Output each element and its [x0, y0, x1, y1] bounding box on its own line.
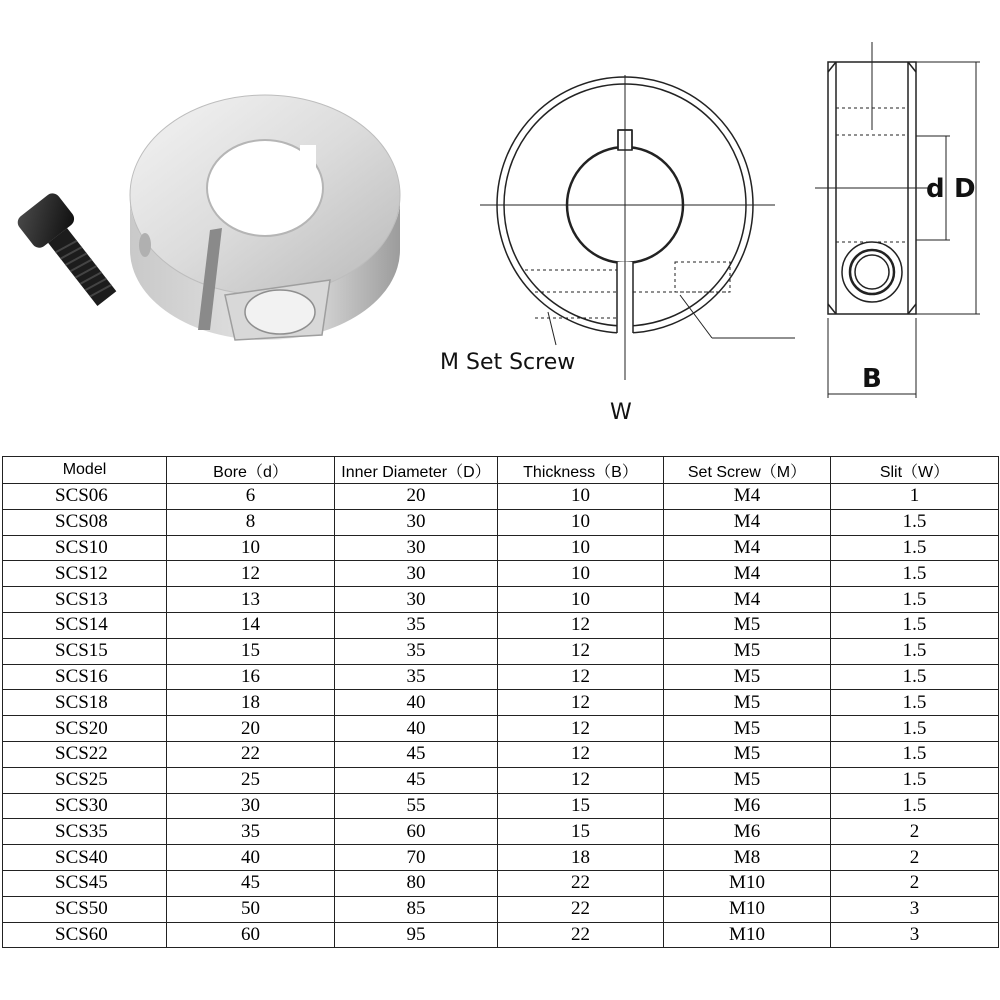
header-set-screw: Set Screw（M） [664, 457, 831, 484]
slit-cell: 3 [831, 896, 999, 922]
set-screw-label: M Set Screw [440, 350, 576, 375]
inner-diameter-cell: 40 [335, 690, 498, 716]
set-screw-cell: M4 [664, 535, 831, 561]
thickness-cell: 10 [498, 561, 664, 587]
model-cell: SCS50 [3, 896, 167, 922]
model-cell: SCS15 [3, 638, 167, 664]
bore-cell: 35 [167, 819, 335, 845]
inner-diameter-cell: 80 [335, 870, 498, 896]
bore-cell: 12 [167, 561, 335, 587]
bore-label: d [926, 174, 945, 204]
set-screw-cell: M5 [664, 638, 831, 664]
table-header-row [3, 457, 999, 484]
bore-cell: 8 [167, 509, 335, 535]
set-screw-cell: M8 [664, 845, 831, 871]
table-row [3, 535, 999, 561]
bore-cell: 16 [167, 664, 335, 690]
shaft-collar-photo [130, 95, 400, 340]
side-view-drawing [815, 42, 980, 398]
bore-cell: 14 [167, 612, 335, 638]
table-row [3, 561, 999, 587]
slit-cell: 1 [831, 484, 999, 510]
inner-diameter-cell: 30 [335, 509, 498, 535]
slit-cell: 1.5 [831, 638, 999, 664]
thickness-cell: 10 [498, 484, 664, 510]
inner-diameter-cell: 20 [335, 484, 498, 510]
model-cell: SCS30 [3, 793, 167, 819]
header-model: Model [3, 457, 167, 484]
set-screw-cell: M5 [664, 612, 831, 638]
thickness-cell: 12 [498, 690, 664, 716]
inner-diameter-cell: 35 [335, 612, 498, 638]
socket-head-screw-photo [15, 190, 127, 314]
table-row [3, 612, 999, 638]
table-row [3, 819, 999, 845]
table-row [3, 664, 999, 690]
bore-cell: 6 [167, 484, 335, 510]
thickness-cell: 22 [498, 896, 664, 922]
spec-table [2, 456, 999, 948]
set-screw-cell: M4 [664, 587, 831, 613]
model-cell: SCS16 [3, 664, 167, 690]
slit-cell: 1.5 [831, 767, 999, 793]
header-bore: Bore（d） [167, 457, 335, 484]
thickness-cell: 12 [498, 741, 664, 767]
thickness-cell: 12 [498, 767, 664, 793]
inner-diameter-cell: 45 [335, 741, 498, 767]
set-screw-cell: M5 [664, 690, 831, 716]
thickness-cell: 12 [498, 638, 664, 664]
table-row [3, 793, 999, 819]
header-slit: Slit（W） [831, 457, 999, 484]
slit-cell: 1.5 [831, 741, 999, 767]
thickness-cell: 15 [498, 819, 664, 845]
diameter-label: D [954, 174, 976, 204]
bore-cell: 10 [167, 535, 335, 561]
slit-cell: 2 [831, 845, 999, 871]
inner-diameter-cell: 30 [335, 535, 498, 561]
thickness-cell: 22 [498, 922, 664, 948]
inner-diameter-cell: 30 [335, 561, 498, 587]
set-screw-cell: M6 [664, 793, 831, 819]
model-cell: SCS12 [3, 561, 167, 587]
model-cell: SCS45 [3, 870, 167, 896]
set-screw-cell: M10 [664, 896, 831, 922]
table-row [3, 484, 999, 510]
bore-cell: 18 [167, 690, 335, 716]
slit-cell: 2 [831, 870, 999, 896]
set-screw-cell: M10 [664, 870, 831, 896]
model-cell: SCS25 [3, 767, 167, 793]
set-screw-cell: M4 [664, 561, 831, 587]
set-screw-cell: M5 [664, 767, 831, 793]
thickness-cell: 12 [498, 716, 664, 742]
table-row [3, 509, 999, 535]
header-inner-diameter: Inner Diameter（D） [335, 457, 498, 484]
bore-cell: 15 [167, 638, 335, 664]
slit-cell: 1.5 [831, 664, 999, 690]
thickness-label: B [862, 364, 882, 394]
thickness-cell: 15 [498, 793, 664, 819]
table-row [3, 587, 999, 613]
inner-diameter-cell: 70 [335, 845, 498, 871]
thickness-cell: 10 [498, 509, 664, 535]
thickness-cell: 12 [498, 664, 664, 690]
model-cell: SCS40 [3, 845, 167, 871]
bore-cell: 60 [167, 922, 335, 948]
table-row [3, 690, 999, 716]
header-thickness: Thickness（B） [498, 457, 664, 484]
model-cell: SCS08 [3, 509, 167, 535]
inner-diameter-cell: 55 [335, 793, 498, 819]
set-screw-cell: M4 [664, 484, 831, 510]
model-cell: SCS18 [3, 690, 167, 716]
slit-cell: 1.5 [831, 793, 999, 819]
inner-diameter-cell: 85 [335, 896, 498, 922]
slit-label: W [610, 400, 632, 425]
table-row [3, 870, 999, 896]
thickness-cell: 22 [498, 870, 664, 896]
thickness-cell: 18 [498, 845, 664, 871]
set-screw-cell: M6 [664, 819, 831, 845]
bore-cell: 50 [167, 896, 335, 922]
inner-diameter-cell: 40 [335, 716, 498, 742]
model-cell: SCS35 [3, 819, 167, 845]
front-view-drawing [480, 75, 795, 380]
slit-cell: 1.5 [831, 612, 999, 638]
table-row [3, 638, 999, 664]
inner-diameter-cell: 30 [335, 587, 498, 613]
model-cell: SCS06 [3, 484, 167, 510]
table-row [3, 922, 999, 948]
set-screw-cell: M5 [664, 741, 831, 767]
bore-cell: 20 [167, 716, 335, 742]
slit-cell: 2 [831, 819, 999, 845]
set-screw-cell: M10 [664, 922, 831, 948]
table-row [3, 716, 999, 742]
bore-cell: 40 [167, 845, 335, 871]
slit-cell: 1.5 [831, 509, 999, 535]
bore-cell: 30 [167, 793, 335, 819]
inner-diameter-cell: 45 [335, 767, 498, 793]
bore-cell: 22 [167, 741, 335, 767]
slit-cell: 1.5 [831, 690, 999, 716]
inner-diameter-cell: 60 [335, 819, 498, 845]
bore-cell: 45 [167, 870, 335, 896]
model-cell: SCS60 [3, 922, 167, 948]
set-screw-cell: M5 [664, 664, 831, 690]
spec-table-body [3, 484, 999, 948]
product-illustration-area [0, 0, 1000, 450]
product-drawings [0, 0, 1000, 450]
set-screw-cell: M4 [664, 509, 831, 535]
thickness-cell: 10 [498, 587, 664, 613]
inner-diameter-cell: 95 [335, 922, 498, 948]
slit-cell: 1.5 [831, 561, 999, 587]
model-cell: SCS22 [3, 741, 167, 767]
set-screw-cell: M5 [664, 716, 831, 742]
model-cell: SCS14 [3, 612, 167, 638]
model-cell: SCS20 [3, 716, 167, 742]
table-row [3, 845, 999, 871]
slit-cell: 1.5 [831, 716, 999, 742]
model-cell: SCS13 [3, 587, 167, 613]
slit-cell: 1.5 [831, 535, 999, 561]
bore-cell: 13 [167, 587, 335, 613]
table-row [3, 896, 999, 922]
inner-diameter-cell: 35 [335, 638, 498, 664]
inner-diameter-cell: 35 [335, 664, 498, 690]
bore-cell: 25 [167, 767, 335, 793]
thickness-cell: 12 [498, 612, 664, 638]
model-cell: SCS10 [3, 535, 167, 561]
slit-cell: 3 [831, 922, 999, 948]
table-row [3, 767, 999, 793]
table-row [3, 741, 999, 767]
slit-cell: 1.5 [831, 587, 999, 613]
thickness-cell: 10 [498, 535, 664, 561]
